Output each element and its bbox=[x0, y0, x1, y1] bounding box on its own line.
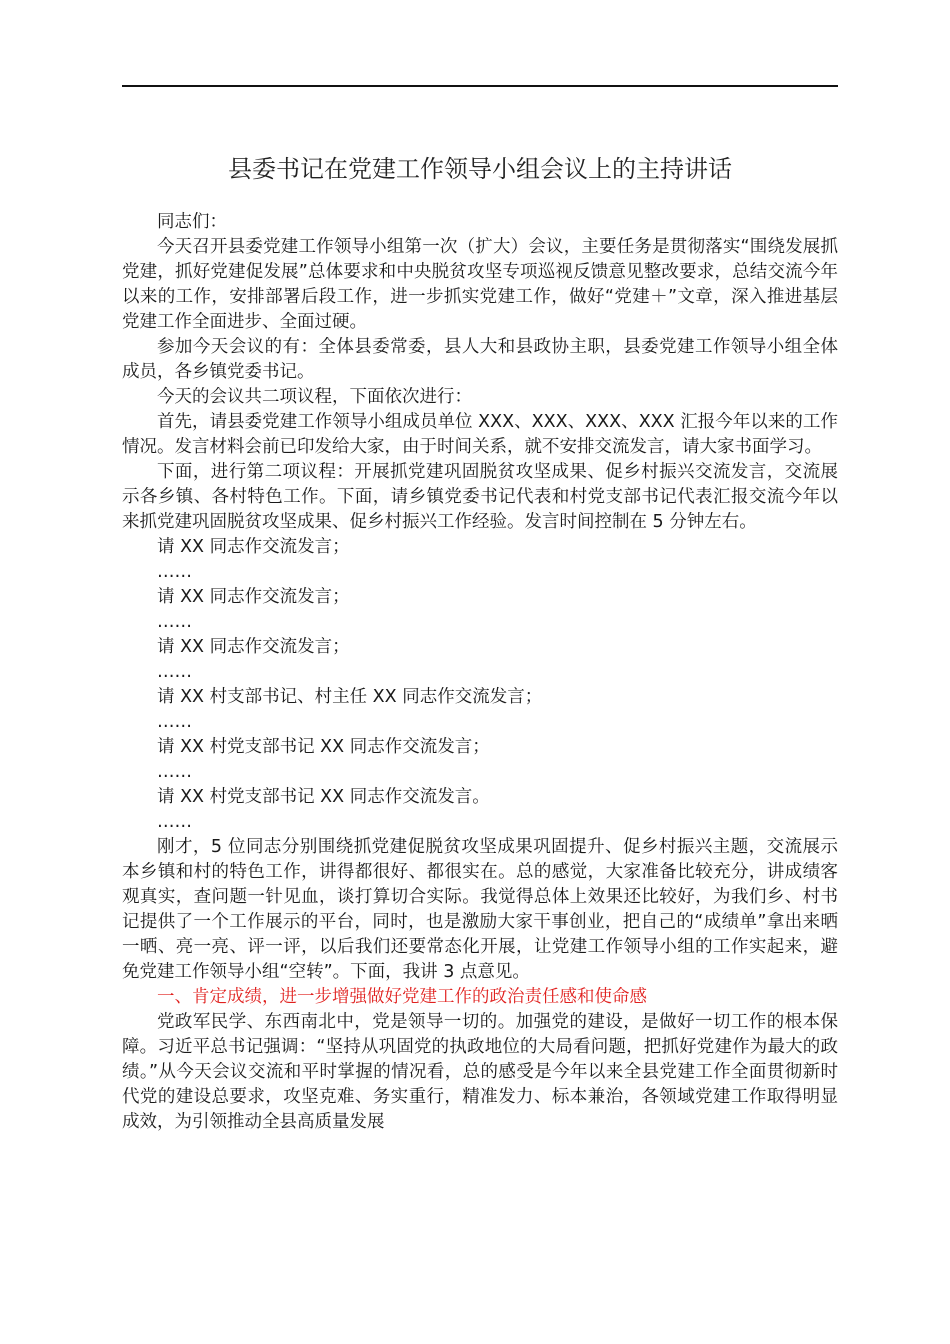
body-paragraph: 请 XX 村支部书记、村主任 XX 同志作交流发言； bbox=[157, 687, 543, 707]
document-body bbox=[122, 210, 838, 1135]
document-title: 县委书记在党建工作领导小组会议上的主持讲话 bbox=[228, 155, 732, 183]
section-heading: 一、肯定成绩，进一步增强做好党建工作的政治责任感和使命感 bbox=[157, 987, 647, 1007]
ellipsis-line: …… bbox=[157, 762, 192, 782]
ellipsis-line: …… bbox=[157, 612, 192, 632]
body-paragraph: 今天的会议共二项议程，下面依次进行： bbox=[157, 387, 472, 407]
body-paragraph: 请 XX 同志作交流发言； bbox=[157, 537, 350, 557]
body-paragraph: 请 XX 村党支部书记 XX 同志作交流发言。 bbox=[157, 787, 490, 807]
ellipsis-line: …… bbox=[157, 662, 192, 682]
body-paragraph: 今天召开县委党建工作领导小组第一次（扩大）会议，主要任务是贯彻落实“围绕发展抓党建，抓好党建促发展”总体要求和中央脱贫攻坚专项巡视反馈意见整改要求，总结交流今年以来的工作，安排部署后段工作，进一步抓实党建工作，做好“党建＋”文章，深入推进基层党建工作全面进步、全面过硬。 bbox=[122, 237, 838, 332]
body-paragraph: 首先，请县委党建工作领导小组成员单位 XXX、XXX、XXX、XXX 汇报今年以来的工作情况。发言材料会前已印发给大家，由于时间关系，就不安排交流发言，请大家书面学习。 bbox=[122, 412, 838, 457]
body-paragraph: 请 XX 同志作交流发言； bbox=[157, 587, 350, 607]
body-paragraph: 请 XX 同志作交流发言； bbox=[157, 637, 350, 657]
body-paragraph: 请 XX 村党支部书记 XX 同志作交流发言； bbox=[157, 737, 490, 757]
body-paragraph: 刚才，5 位同志分别围绕抓党建促脱贫攻坚成果巩固提升、促乡村振兴主题，交流展示本乡镇和村的特色工作，讲得都很好、都很实在。总的感觉，大家准备比较充分，讲成绩客观真实，查问题一针见血，谈打算切合实际。我觉得总体上效果还比较好，为我们乡、村书记提供了一个工作展示的平台，同时，也是激励大家干事创业，把自己的“成绩单”拿出来晒一晒、亮一亮、评一评，以后我们还要常态化开展，让党建工作领导小组的工作实起来，避免党建工作领导小组“空转”。下面，我讲 3 点意见。 bbox=[122, 837, 838, 982]
ellipsis-line: …… bbox=[157, 712, 192, 732]
ellipsis-line: …… bbox=[157, 562, 192, 582]
body-paragraph: 下面，进行第二项议程：开展抓党建巩固脱贫攻坚成果、促乡村振兴交流发言，交流展示各乡镇、各村特色工作。下面，请乡镇党委书记代表和村党支部书记代表汇报交流今年以来抓党建巩固脱贫攻坚成果、促乡村振兴工作经验。发言时间控制在 5 分钟左右。 bbox=[122, 462, 838, 532]
body-paragraph: 党政军民学、东西南北中，党是领导一切的。加强党的建设，是做好一切工作的根本保障。习近平总书记强调：“坚持从巩固党的执政地位的大局看问题，把抓好党建作为最大的政绩。”从今天会议交流和平时掌握的情况看，总的感受是今年以来全县党建工作全面贯彻新时代党的建设总要求，攻坚克难、务实重行，精准发力、标本兼治，各领域党建工作取得明显成效，为引领推动全县高质量发展 bbox=[122, 1012, 838, 1132]
body-paragraph: 同志们： bbox=[157, 212, 227, 232]
ellipsis-line: …… bbox=[157, 812, 192, 832]
body-paragraph: 参加今天会议的有：全体县委常委，县人大和县政协主职，县委党建工作领导小组全体成员，各乡镇党委书记。 bbox=[122, 337, 838, 382]
header-rule bbox=[122, 85, 838, 87]
